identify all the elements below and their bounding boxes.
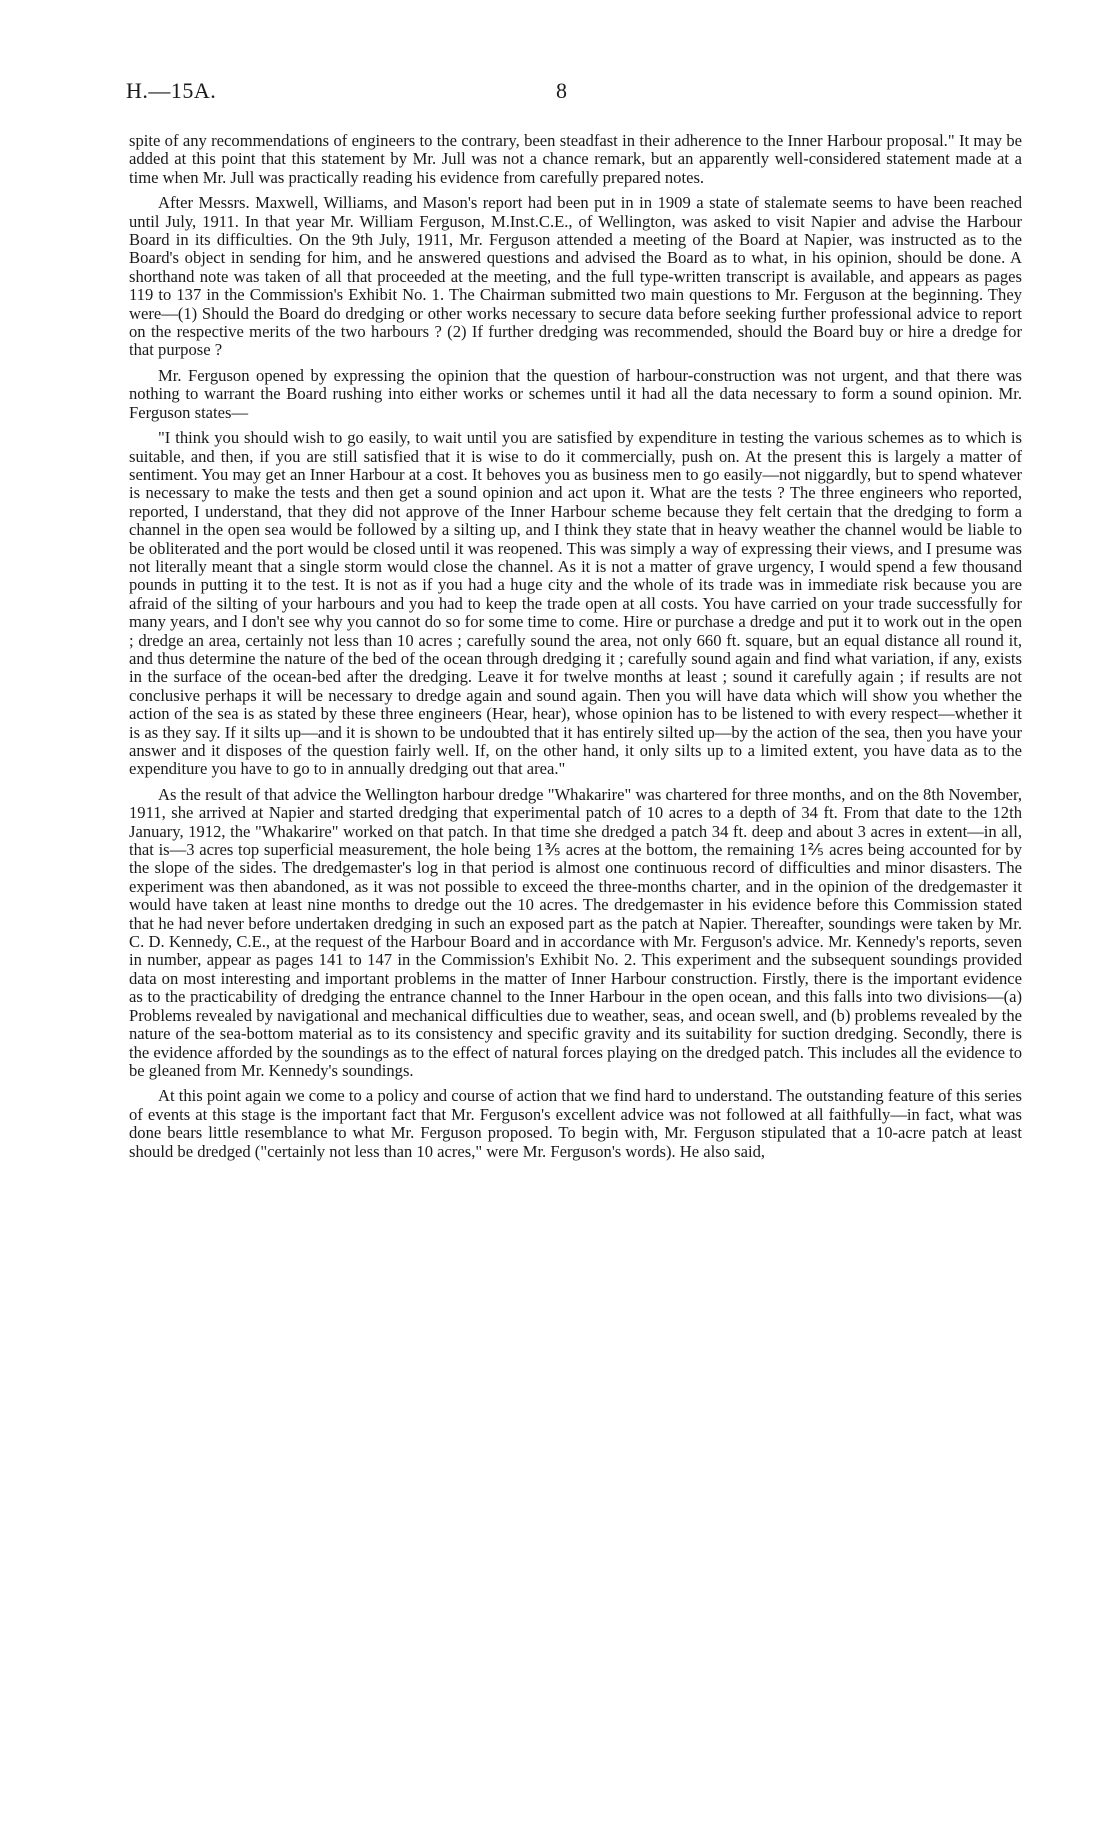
paragraph-ferguson-quote: "I think you should wish to go easily, to wait until you are satisfied by expenditure in testing the various schemes as to which is suitable, and then, if you are still satisfied that it is wise to do it commercially, push on. At the present this is largely a matter of sentiment. You may get an Inner Harbour at a cost. It behoves you as business men to go easily—not niggardly, but to spend whatever is necessary to make the tests and then get a sound opinion and act upon it. What are the tests ? The three engineers who reported, reported, I understand, that they did not approve of the Inner Harbour scheme because they felt certain that the dredging to form a channel in the open sea would be followed by a silting up, and I think they state that in heavy weather the channel would be liable to be obliterated and the port would be closed until it was reopened. This was simply a way of expressing their views, and I presume was not literally meant that a single storm would close the channel. As it is not a matter of grave urgency, I would spend a few thousand pounds in putting it to the test. It is not as if you had a huge city and the whole of its trade was in immediate risk because you are afraid of the silting of your harbours and you had to keep the trade open at all costs. You have carried on your trade successfully for many years, and I don't see why you cannot do so for some time to come. Hire or purchase a dredge and put it to work out in the open ; dredge an area, certainly not less than 10 acres ; carefully sound the area, not only 660 ft. square, but an equal distance all round it, and thus determine the nature of the bed of the ocean through dredging it ; carefully sound again and find what variation, if any, exists in the surface of the ocean-bed after the dredging. Leave it for twelve months at least ; sound it carefully again ; if results are not conclusive perhaps it will be necessary to dredge again and sound again. Then you will have data which will show you whether the action of the sea is as stated by these three engineers (Hear, hear), whose opinion has to be listened to with every respect—whether it is as they say. If it silts up—and it is shown to be undoubted that it has entirely silted up—by the action of the sea, then you have your answer and it disposes of the question fairly well. If, on the other hand, it only silts up to a limited extent, you have data as to the expenditure you have to go to in annually dredging out that area." [129,428,1022,779]
paragraph-policy: At this point again we come to a policy and course of action that we find hard to understand. The outstanding feature of this series of events at this stage is the important fact that Mr. Ferguson's excellent advice was not followed at all faithfully—in fact, what was done bears little resemblance to what Mr. Ferguson proposed. To begin with, Mr. Ferguson stipulated that a 10-acre patch at least should be dredged ("certainly not less than 10 acres," were Mr. Ferguson's words). He also said, [129,1086,1022,1161]
page-number: 8 [556,78,567,103]
paragraph-ferguson-visit: After Messrs. Maxwell, Williams, and Mason's report had been put in in 1909 a state of stalemate seems to have been reached until July, 1911. In that year Mr. William Ferguson, M.Inst.C.E., of Wellington, was asked to visit Napier and advise the Harbour Board in its difficulties. On the 9th July, 1911, Mr. Ferguson attended a meeting of the Board at Napier, was instructed as to the Board's object in sending for him, and he answered questions and advised the Board as to what, in his opinion, should be done. A shorthand note was taken of all that proceeded at the meeting, and the full type-written transcript is available, and appears as pages 119 to 137 in the Commission's Exhibit No. 1. The Chairman submitted two main questions to Mr. Ferguson at the beginning. They were—(1) Should the Board do dredging or other works necessary to secure data before seeking further professional advice to report on the respective merits of the two harbours ? (2) If further dredging was recommended, should the Board buy or hire a dredge for that purpose ? [129,193,1022,360]
page-header [126,78,1022,108]
document-code: H.—15A. [126,78,217,103]
paragraph-ferguson-opinion: Mr. Ferguson opened by expressing the opinion that the question of harbour-construction was not urgent, and that there was nothing to warrant the Board rushing into either works or schemes until it had all the data necessary to form a sound opinion. Mr. Ferguson states— [129,365,1022,422]
paragraph-whakarire-dredging: As the result of that advice the Wellington harbour dredge "Whakarire" was chartered for three months, and on the 8th November, 1911, she arrived at Napier and started dredging that experimental patch of 10 acres to a depth of 34 ft. From that date to the 12th January, 1912, the "Whakarire" worked on that patch. In that time she dredged a patch 34 ft. deep and about 3 acres in extent—in all, that is—3 acres top superficial measurement, the hole being 1⅗ acres at the bottom, the remaining 1⅖ acres being accounted for by the slope of the sides. The dredgemaster's log in that period is almost one continuous record of difficulties and minor disasters. The experiment was then abandoned, as it was not possible to exceed the three-months charter, and in the opinion of the dredgemaster it would have taken at least nine months to dredge out the 10 acres. The dredgemaster in his evidence before this Commission stated that he had never before undertaken dredging in such an exposed part as the patch at Napier. Thereafter, soundings were taken by Mr. C. D. Kennedy, C.E., at the request of the Harbour Board and in accordance with Mr. Ferguson's advice. Mr. Kennedy's reports, seven in number, appear as pages 141 to 147 in the Commission's Exhibit No. 2. This experiment and the subsequent soundings provided data on most interesting and important problems in the matter of Inner Harbour construction. Firstly, there is the important evidence as to the practicability of dredging the entrance channel to the Inner Harbour in the open ocean, and this falls into two divisions—(a) Problems revealed by navigational and mechanical difficulties due to weather, seas, and ocean swell, and (b) problems revealed by the nature of the sea-bottom material as to its consistency and specific gravity and its suitability for suction dredging. Secondly, there is the evidence afforded by the soundings as to the effect of natural forces playing on the dredged patch. This includes all the evidence to be gleaned from Mr. Kennedy's soundings. [129,784,1022,1080]
paragraph-continuation: spite of any recommendations of engineers to the contrary, been steadfast in their adherence to the Inner Harbour proposal." It may be added at this point that this statement by Mr. Jull was not a chance remark, but an apparently well-considered statement made at a time when Mr. Jull was practically reading his evidence from carefully prepared notes. [129,131,1022,187]
body-text [129,132,1022,1168]
